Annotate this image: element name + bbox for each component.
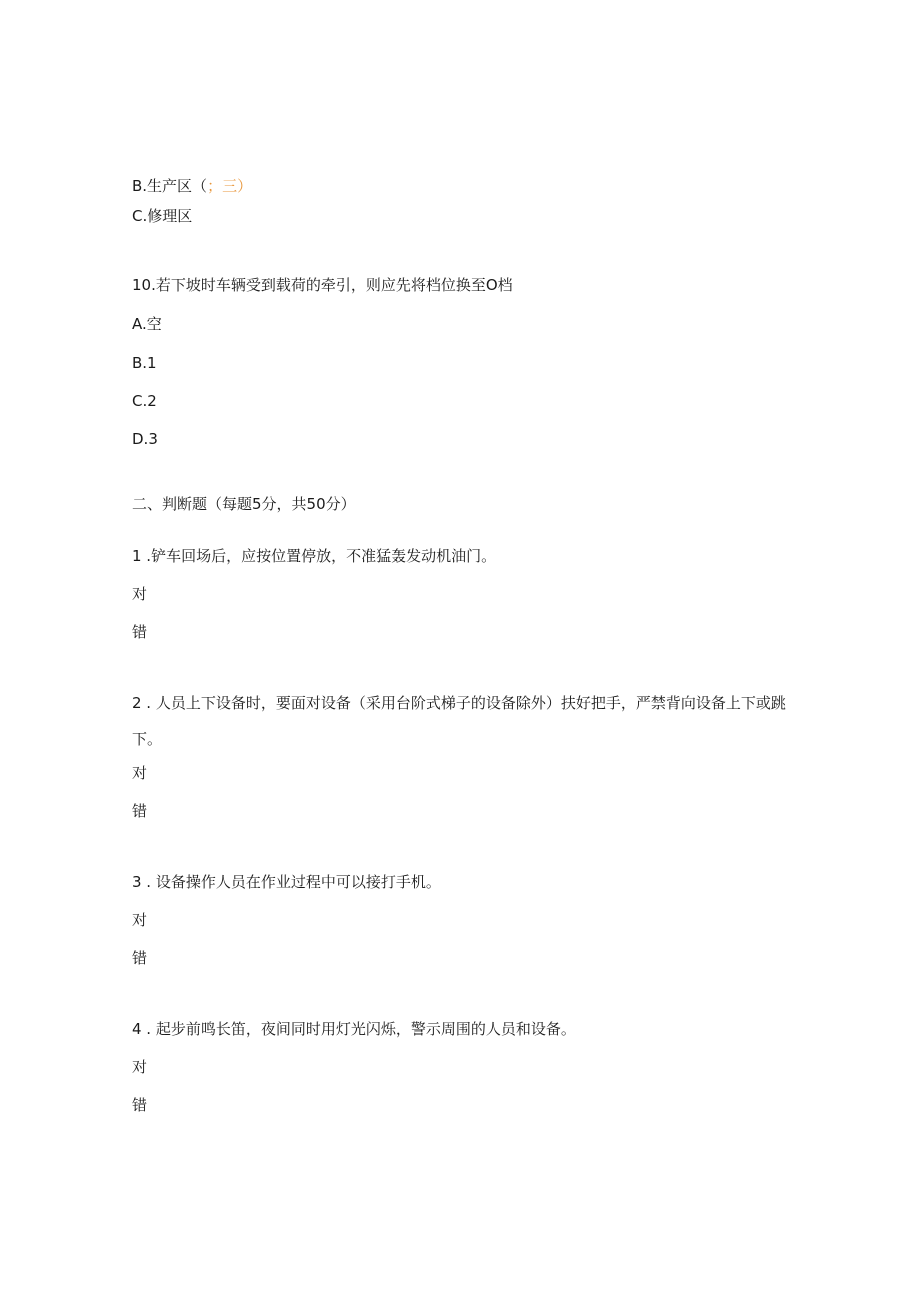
q10-option-b: B.1 xyxy=(132,354,157,372)
q10-option-d: D.3 xyxy=(132,430,158,448)
tf3-true: 对 xyxy=(132,911,148,929)
q10-stem: 10.若下坡时车辆受到载荷的牵引，则应先将档位换至O档 xyxy=(132,276,513,294)
tf2-true: 对 xyxy=(132,764,148,782)
section-title: 二、判断题（每题5分，共50分） xyxy=(132,495,356,513)
tf4-stem: 4 . 起步前鸣长笛，夜间同时用灯光闪烁，警示周围的人员和设备。 xyxy=(132,1020,576,1038)
tf2-false: 错 xyxy=(132,802,148,820)
tf4-false: 错 xyxy=(132,1096,148,1114)
q10-option-a: A.空 xyxy=(132,315,162,333)
option-b-line xyxy=(132,176,252,196)
tf2-stem: 2 . 人员上下设备时，要面对设备（采用台阶式梯子的设备除外）扶好把手，严禁背向设备上下或跳下。 xyxy=(132,694,786,748)
tf1-stem: 1 .铲车回场后，应按位置停放，不准猛轰发动机油门。 xyxy=(132,547,497,565)
tf4-true: 对 xyxy=(132,1058,148,1076)
q10-option-c: C.2 xyxy=(132,392,157,410)
tf1-true: 对 xyxy=(132,585,148,603)
tf3-stem: 3 . 设备操作人员在作业过程中可以接打手机。 xyxy=(132,873,441,891)
option-c-line: C.修理区 xyxy=(132,207,193,225)
tf3-false: 错 xyxy=(132,949,148,967)
option-b-annotation: ；三） xyxy=(207,177,253,195)
option-b-text: B.生产区（ xyxy=(132,177,208,195)
tf1-false: 错 xyxy=(132,623,148,641)
